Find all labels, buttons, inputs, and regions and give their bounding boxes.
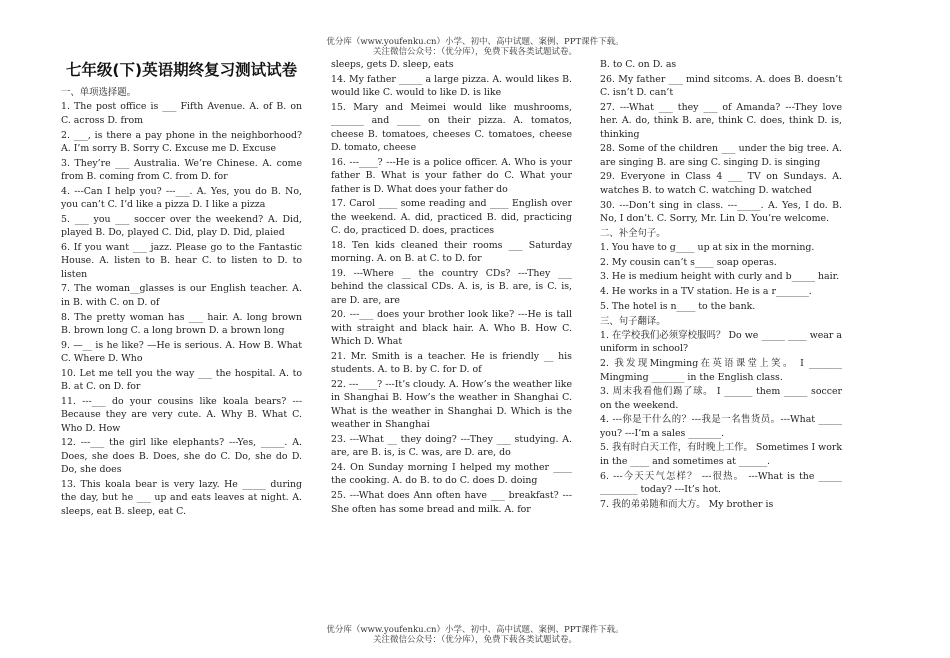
- question-item: 27. ---What ___ they ___ of Amanda? ---They love her. A. do, think B. are, think C. does, think D. is, thinking: [600, 101, 842, 140]
- page-footer: [0, 625, 950, 645]
- exam-title: 七年级(下)英语期终复习测试试卷: [65, 61, 298, 79]
- completion-item: 4. He works in a TV station. He is a r_______.: [600, 286, 812, 298]
- question-item: 7. The woman__glasses is our English teacher. A. in B. with C. on D. of: [61, 283, 302, 308]
- question-item: 23. ---What __ they doing? ---They ___ studying. A. are, are B. is, is C. was, are D. are, do: [331, 433, 572, 459]
- translation-item: 7. 我的弟弟随和而大方。 My brother is: [600, 498, 774, 510]
- question-list-3: [600, 58, 842, 225]
- question-item: 26. My father ___ mind sitcoms. A. does B. doesn’t C. isn’t D. can’t: [600, 73, 842, 99]
- question-list-2: [331, 58, 572, 516]
- question-item: 20. ---___ does your brother look like? ---He is tall with straight and black hair. A. Who B. How C. Which D. What: [331, 309, 572, 348]
- question-item: sleeps, gets D. sleep, eats: [331, 59, 454, 70]
- question-item: 19. ---Where __ the country CDs? ---They ___ behind the classical CDs. A. is, is B. are, is C. is, are D. are, are: [331, 267, 572, 306]
- question-item: 24. On Sunday morning I helped my mother ____ the cooking. A. do B. to do C. does D. doing: [331, 462, 572, 487]
- footer-line-1: 优分库（www.youfenku.cn）小学、初中、高中试题、案例、PPT课件下载。: [326, 625, 624, 635]
- completion-item: 5. The hotel is n____ to the bank.: [600, 300, 756, 312]
- question-item: 30. ---Don’t sing in class. ---_____. A. Yes, I do. B. No, I don’t. C. Sorry, Mr. Lin D. You’re welcome.: [600, 199, 842, 224]
- question-item: 21. Mr. Smith is a teacher. He is friendly __ his students. A. to B. by C. for D. of: [331, 350, 572, 376]
- page-header: [0, 37, 950, 57]
- completion-list: [600, 241, 842, 313]
- question-item: 22. ---____? ---It’s cloudy. A. How’s the weather like in Shanghai B. How’s the weather in Shanghai C. What is the weather in Shanghai D. Which is the weather in Shanghai: [331, 379, 572, 431]
- question-item: 9. —__ is he like? —He is serious. A. How B. What C. Where D. Who: [61, 339, 302, 365]
- question-list-1: [61, 100, 302, 518]
- question-item: 4. ---Can I help you? ---___. A. Yes, you do B. No, you can’t C. I’d like a pizza D. I like a pizza: [61, 185, 302, 211]
- translation-item: 3. 周末我看他们踢了球。 I ______ them _____ soccer on the weekend.: [600, 386, 842, 411]
- translation-list: [600, 329, 842, 511]
- question-item: 28. Some of the children ___ under the big tree. A. are singing B. are sing C. singing D. is singing: [600, 143, 842, 168]
- question-item: 16. ---____? ---He is a police officer. A. Who is your father B. What is your father do C. What your father is D. What does your father do: [331, 156, 572, 195]
- question-item: 5. ___ you ___ soccer over the weekend? A. Did, played B. Do, played C. Did, play D. Did, plaied: [61, 213, 302, 239]
- footer-line-2: 关注微信公众号：（优分库），免费下载各类试题试卷。: [372, 635, 577, 645]
- completion-item: 3. He is medium height with curly and b_____ hair.: [600, 271, 840, 283]
- question-item: 8. The pretty woman has ___ hair. A. long brown B. brown long C. a long brown D. a brown long: [61, 311, 302, 336]
- question-item: 11. ---___ do your cousins like koala bears? ---Because they are very cute. A. Why B. What C. Who D. How: [61, 395, 302, 434]
- section-heading-choice: 一、单项选择题。: [61, 87, 137, 98]
- question-item: 25. ---What does Ann often have ___ breakfast? ---She often has some bread and milk. A. for: [331, 490, 572, 515]
- question-item: 6. If you want ___ jazz. Please go to the Fantastic House. A. listen to B. hear C. to listen to D. to listen: [61, 241, 302, 280]
- question-item: 13. This koala bear is very lazy. He _____ during the day, but he ___ up and eats leaves at night. A. sleeps, eat B. sleep, eat C.: [61, 478, 302, 517]
- column-3: [600, 58, 842, 512]
- translation-item: 2. 我发现Mingming在英语课堂上笑。 I _______ Mingming _______ in the English class.: [600, 358, 842, 383]
- question-item: 2. ___, is there a pay phone in the neighborhood? A. I’m sorry B. Sorry C. Excuse me D. Excuse: [61, 129, 302, 154]
- column-1: [61, 61, 302, 519]
- question-item: 10. Let me tell you the way ___ the hospital. A. to B. at C. on D. for: [61, 367, 302, 393]
- question-item: B. to C. on D. as: [600, 59, 677, 70]
- completion-item: 1. You have to g____ up at six in the morning.: [600, 242, 815, 254]
- section-heading-translate: 三、句子翻译。: [600, 315, 666, 327]
- question-item: 12. ---___ the girl like elephants? ---Yes, _____. A. Does, she does B. Does, she do C. Do, she do D. Do, she does: [61, 437, 302, 476]
- translation-item: 1. 在学校我们必须穿校服吗？ Do we _____ ____ wear a uniform in school?: [600, 329, 842, 355]
- question-item: 18. Ten kids cleaned their rooms ___ Saturday morning. A. on B. at C. to D. for: [331, 239, 572, 265]
- translation-item: 6. ---今天天气怎样？ ---很热。 ---What is the _____ ________ today? ---It’s hot.: [600, 470, 842, 495]
- question-item: 14. My father _____ a large pizza. A. would likes B. would like C. would to like D. is like: [331, 73, 572, 99]
- translation-item: 4. ---你是干什么的？---我是一名售货员。---What _____ you? ---I’m a sales _______.: [600, 414, 842, 439]
- question-item: 1. The post office is ___ Fifth Avenue. A. of B. on C. across D. from: [61, 101, 302, 126]
- question-item: 17. Carol ____ some reading and ____ English over the weekend. A. did, practiced B. did, practicing C. do, practiced D. does, practices: [331, 198, 572, 237]
- question-item: 29. Everyone in Class 4 ___ TV on Sundays. A. watches B. to watch C. watching D. watched: [600, 171, 842, 196]
- translation-item: 5. 我有时白天工作，有时晚上工作。 Sometimes I work in the ____ and sometimes at ______.: [600, 442, 842, 467]
- section-heading-complete: 二、补全句子。: [600, 227, 666, 239]
- header-line-1: 优分库（www.youfenku.cn）小学、初中、高中试题、案例、PPT课件下载。: [326, 37, 624, 47]
- column-2: [331, 58, 572, 517]
- question-item: 15. Mary and Meimei would like mushrooms, _______ and _____ on their pizza. A. tomatos, cheese B. tomatoes, cheeses C. tomatoes, cheese D. tomato, cheese: [331, 101, 572, 154]
- question-item: 3. They’re ___ Australia. We’re Chinese. A. come from B. coming from C. from D. for: [61, 157, 302, 183]
- completion-item: 2. My cousin can’t s____ soap operas.: [600, 256, 777, 268]
- header-line-2: 关注微信公众号：（优分库），免费下载各类试题试卷。: [372, 47, 577, 57]
